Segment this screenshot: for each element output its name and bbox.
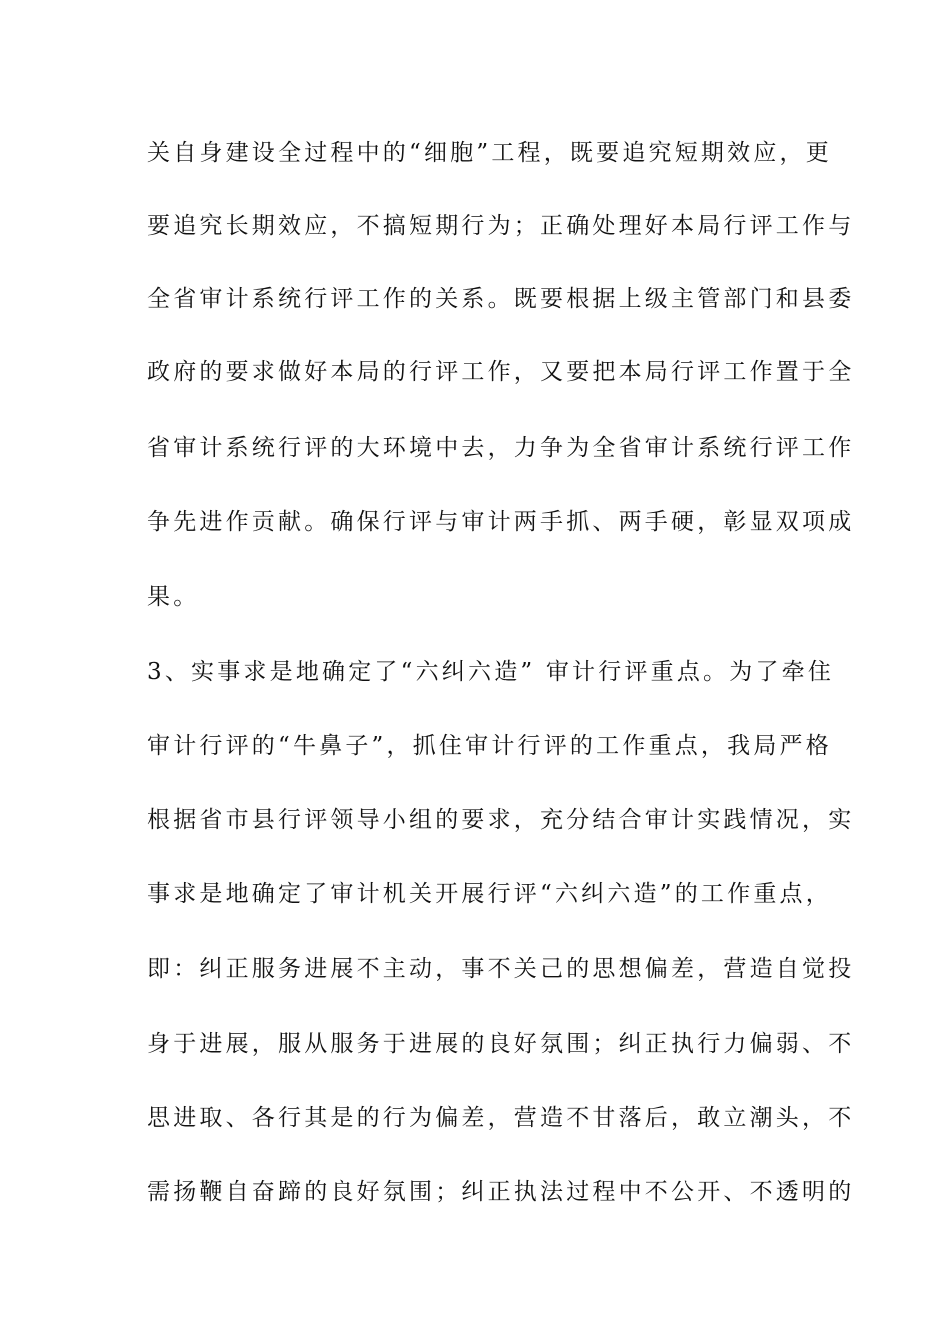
text-line: 全省审计系统行评工作的关系。既要根据上级主管部门和县委 — [147, 286, 855, 312]
text-line: 身于进展，服从服务于进展的良好氛围；纠正执行力偏弱、不 — [147, 1031, 855, 1057]
text-line: 根据省市县行评领导小组的要求，充分结合审计实践情况，实 — [147, 807, 855, 833]
text-line: 需扬鞭自奋蹄的良好氛围；纠正执法过程中不公开、不透明的 — [147, 1179, 855, 1205]
text-line: 关自身建设全过程中的“细胞”工程，既要追究短期效应，更 — [147, 140, 832, 166]
text-line: 思进取、各行其是的行为偏差，营造不甘落后，敢立潮头，不 — [147, 1105, 855, 1131]
text-line: 事求是地确定了审计机关开展行评“六纠六造”的工作重点， — [147, 881, 832, 907]
text-line: 3、实事求是地确定了“六纠六造” 审计行评重点。为了牵住 — [147, 659, 835, 685]
text-line: 审计行评的“牛鼻子”，抓住审计行评的工作重点，我局严格 — [147, 733, 832, 759]
text-line: 争先进作贡献。确保行评与审计两手抓、两手硬，彰显双项成 — [147, 509, 855, 535]
text-line: 政府的要求做好本局的行评工作，又要把本局行评工作置于全 — [147, 359, 855, 385]
text-line: 即：纠正服务进展不主动，事不关己的思想偏差，营造自觉投 — [147, 956, 855, 982]
text-line: 要追究长期效应，不搞短期行为；正确处理好本局行评工作与 — [147, 213, 855, 239]
text-line: 省审计系统行评的大环境中去，力争为全省审计系统行评工作 — [147, 435, 855, 461]
text-line: 果。 — [147, 584, 200, 610]
